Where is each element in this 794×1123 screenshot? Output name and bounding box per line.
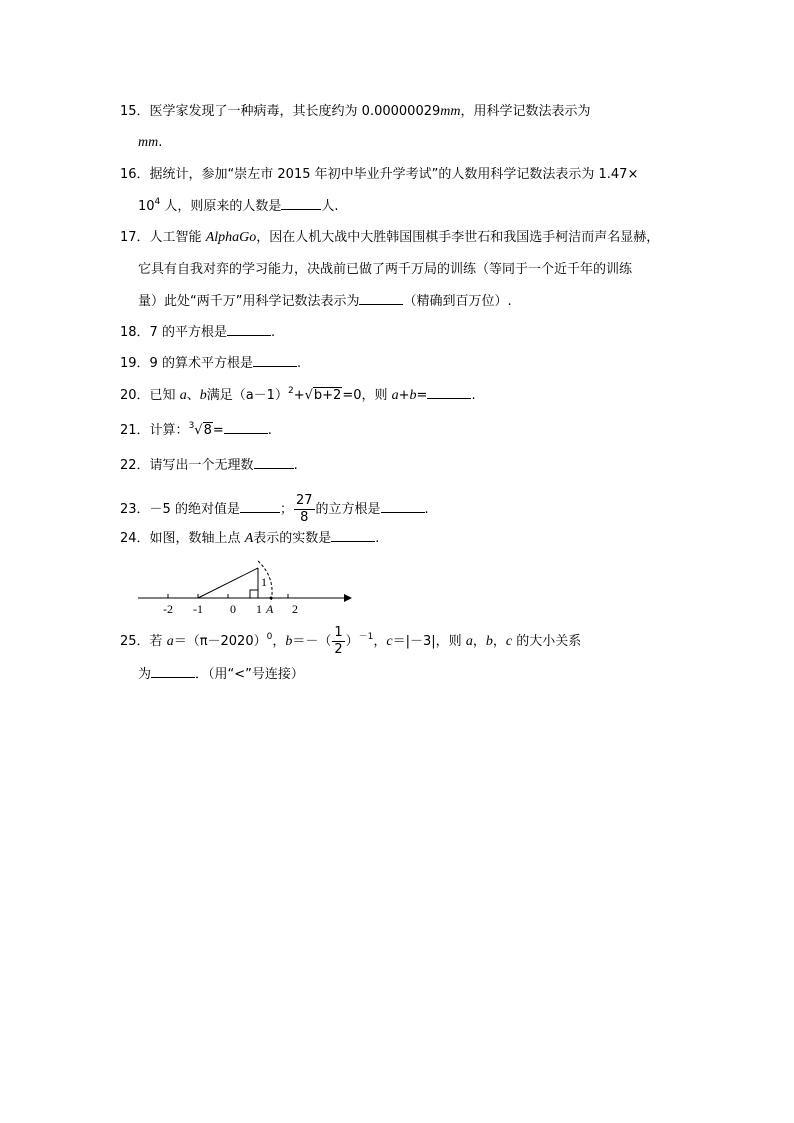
variable: b	[199, 388, 207, 403]
question-number: 20．	[120, 388, 150, 403]
point-a	[270, 597, 273, 600]
question-number: 19．	[120, 356, 150, 371]
exponent: 2	[287, 386, 294, 396]
question-19	[120, 353, 301, 374]
question-20	[120, 385, 476, 406]
answer-blank[interactable]	[359, 291, 403, 305]
radicand: b+2	[313, 388, 342, 403]
fraction	[294, 493, 315, 526]
operator: =	[212, 423, 224, 438]
separator: ，	[272, 634, 286, 649]
question-text: 若	[149, 634, 167, 649]
question-15	[120, 102, 591, 122]
question-text: 已知	[149, 388, 180, 403]
question-text: 人，则原来的人数是	[160, 199, 282, 214]
expression: ＝|－3|，则	[392, 634, 466, 649]
question-number: 23．	[120, 502, 150, 517]
expression: a－1）	[245, 388, 288, 403]
answer-blank[interactable]	[227, 322, 271, 336]
question-text: 人工智能	[149, 230, 206, 245]
question-17-line2	[138, 260, 632, 280]
separator: 、	[186, 388, 200, 403]
sqrt-expression: √b+2	[304, 388, 342, 403]
side-label: 1	[261, 575, 267, 589]
exponent: 0	[266, 632, 273, 642]
expression: ）	[345, 634, 359, 649]
expression: ＝－（	[292, 634, 332, 649]
question-text: 满足（	[206, 388, 246, 403]
tick-label-2: 2	[292, 602, 298, 616]
question-text: 表示的实数是	[253, 531, 332, 546]
answer-blank[interactable]	[427, 385, 471, 399]
question-text: ．（用“<”号连接）	[195, 667, 304, 682]
cube-root-expression: $^3$√8	[188, 421, 212, 438]
question-text: 如图，数轴上点	[149, 531, 245, 546]
question-25-line2	[138, 664, 304, 685]
variable: b	[285, 634, 293, 649]
question-25	[120, 622, 581, 662]
question-text: ，因在人机大战中大胜韩国围棋手李世石和我国选手柯洁而声名显赫，	[256, 230, 660, 245]
question-text: 量）此处“两千万”用科学记数法表示为	[138, 294, 360, 309]
period: .	[158, 135, 163, 150]
question-number: 16．	[120, 167, 150, 182]
tick-label-neg1: -1	[193, 602, 203, 616]
period: .	[293, 458, 298, 473]
question-22	[120, 455, 298, 476]
number-line-svg	[130, 553, 360, 617]
root-index: 3	[188, 421, 195, 431]
unit: mm	[440, 104, 461, 119]
answer-blank[interactable]	[224, 420, 268, 434]
question-number: 25．	[120, 634, 150, 649]
separator: ，	[373, 634, 387, 649]
answer-blank[interactable]	[253, 353, 297, 367]
variable: b	[485, 634, 493, 649]
period: .	[375, 531, 380, 546]
period: .	[267, 423, 272, 438]
variable: A	[244, 531, 254, 546]
question-text: 7 的平方根是	[149, 325, 227, 340]
tick-label-0: 0	[230, 602, 236, 616]
question-text: －5 的绝对值是	[149, 502, 240, 517]
question-text: （精确到百万位）.	[403, 294, 512, 309]
period: .	[270, 325, 276, 340]
separator: ，	[472, 634, 486, 649]
question-number: 24．	[120, 531, 150, 546]
operator: =	[416, 388, 428, 403]
question-15-line2	[138, 133, 162, 153]
question-text: 请写出一个无理数	[149, 458, 254, 473]
question-text: ，用科学记数法表示为	[460, 104, 591, 119]
hypotenuse	[198, 568, 258, 598]
question-16-line2	[138, 196, 339, 217]
question-18	[120, 322, 275, 343]
right-angle-mark	[250, 590, 258, 598]
tick-label-1: 1	[256, 602, 262, 616]
period: .	[471, 388, 476, 403]
number-line-figure	[130, 553, 360, 621]
arrow-head	[344, 594, 352, 602]
answer-blank[interactable]	[254, 455, 294, 469]
variable: b	[409, 388, 417, 403]
separator: ；	[279, 502, 293, 517]
answer-blank[interactable]	[281, 196, 321, 210]
question-number: 17．	[120, 230, 150, 245]
numerator: 1	[334, 625, 343, 640]
question-text: 据统计，参加“崇左市 2015 年初中毕业升学考试”的人数用科学记数法表示为 1.47×	[149, 167, 639, 182]
answer-blank[interactable]	[240, 499, 280, 513]
question-text: 人.	[321, 199, 339, 214]
variable: c	[505, 634, 513, 649]
period: .	[296, 356, 302, 371]
separator: ，	[492, 634, 506, 649]
variable: c	[386, 634, 393, 649]
question-number: 18．	[120, 325, 150, 340]
question-23	[120, 490, 429, 530]
variable: AlphaGo	[205, 230, 257, 245]
point-a-label: A	[266, 602, 274, 616]
variable: a	[391, 388, 399, 403]
radicand: 8	[203, 423, 212, 438]
variable: a	[465, 634, 473, 649]
question-number: 21．	[120, 423, 150, 438]
answer-blank[interactable]	[151, 664, 195, 678]
question-text: 9 的算术平方根是	[149, 356, 253, 371]
tick-label-neg2: -2	[163, 602, 173, 616]
period: .	[424, 502, 429, 517]
numerator: 27	[295, 493, 313, 508]
question-text: =0，则	[342, 388, 392, 403]
question-24	[120, 528, 379, 549]
question-number: 15．	[120, 104, 150, 119]
denominator: 8	[300, 510, 309, 525]
question-17-line3	[138, 291, 512, 312]
exponent: 4	[154, 197, 161, 207]
question-text: 的大小关系	[512, 634, 582, 649]
question-17	[120, 228, 659, 248]
question-number: 22．	[120, 458, 150, 473]
question-text: 的立方根是	[315, 502, 381, 517]
operator: +	[293, 388, 305, 403]
denominator: 2	[334, 642, 343, 657]
answer-blank[interactable]	[331, 528, 375, 542]
question-21	[120, 420, 272, 441]
unit: mm	[138, 135, 159, 150]
variable: a	[166, 634, 174, 649]
question-text: 它具有自我对弈的学习能力，决战前已做了两千万局的训练（等同于一个近千年的训练	[138, 262, 633, 277]
variable: a	[179, 388, 187, 403]
question-text: 计算：	[149, 423, 189, 438]
answer-blank[interactable]	[381, 499, 425, 513]
power-base: 10	[138, 199, 155, 214]
expression: ＝（π－2020）	[173, 634, 267, 649]
question-text: 医学家发现了一种病毒，其长度约为 0.00000029	[149, 104, 441, 119]
operator: +	[398, 388, 410, 403]
exponent: －1	[358, 632, 374, 642]
fraction	[332, 625, 344, 658]
question-16	[120, 165, 638, 185]
question-text: 为	[138, 667, 152, 682]
